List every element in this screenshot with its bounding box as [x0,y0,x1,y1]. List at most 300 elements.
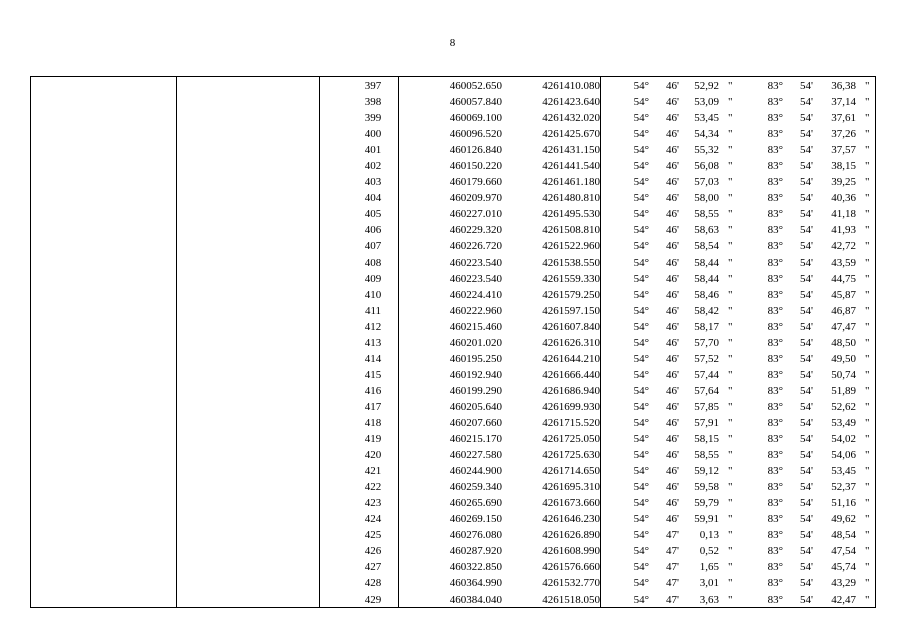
longitude-degrees: 83° [767,336,783,349]
latitude-seconds-mark: " [728,400,733,413]
longitude-minutes: 54' [800,304,813,317]
table-row [31,479,875,495]
latitude-minutes: 47' [666,545,679,558]
latitude-minutes: 46' [666,80,679,92]
y-coordinate: 4261576.660 [542,561,600,574]
x-coordinate: 460322.850 [449,561,502,574]
longitude-degrees: 83° [767,192,783,205]
longitude-seconds: 48,50 [831,336,856,349]
latitude-seconds: 56,08 [694,160,719,173]
latitude-degrees: 54° [633,433,649,446]
longitude-minutes: 54' [800,433,813,446]
longitude-seconds: 37,26 [831,128,856,141]
latitude-seconds-mark: " [728,593,733,606]
y-coordinate: 4261495.530 [542,208,600,221]
table-row [31,431,875,447]
latitude-minutes: 46' [666,112,679,125]
point-number: 425 [364,529,382,542]
y-coordinate: 4261532.770 [542,577,600,590]
table-row [31,383,875,399]
point-number: 429 [364,593,382,606]
x-coordinate: 460057.840 [449,96,502,109]
latitude-degrees: 54° [633,352,649,365]
longitude-seconds: 36,38 [831,80,856,92]
latitude-seconds-mark: " [728,208,733,221]
y-coordinate: 4261480.810 [542,192,600,205]
latitude-degrees: 54° [633,336,649,349]
y-coordinate: 4261432.020 [542,112,600,125]
longitude-seconds-mark: " [865,144,870,157]
table-row [31,94,875,110]
latitude-seconds: 57,91 [694,416,719,429]
latitude-degrees: 54° [633,128,649,141]
point-number: 408 [364,256,382,269]
longitude-seconds-mark: " [865,529,870,542]
latitude-seconds: 59,12 [694,465,719,478]
longitude-seconds-mark: " [865,272,870,285]
latitude-seconds: 55,32 [694,144,719,157]
latitude-seconds: 58,44 [694,272,719,285]
longitude-degrees: 83° [767,384,783,397]
latitude-seconds: 1,65 [699,561,719,574]
point-number: 426 [364,545,382,558]
longitude-degrees: 83° [767,513,783,526]
x-coordinate: 460227.010 [449,208,502,221]
table-body [31,78,875,608]
longitude-minutes: 54' [800,400,813,413]
longitude-minutes: 54' [800,320,813,333]
longitude-minutes: 54' [800,593,813,606]
longitude-seconds-mark: " [865,112,870,125]
longitude-minutes: 54' [800,529,813,542]
latitude-minutes: 46' [666,176,679,189]
longitude-seconds-mark: " [865,465,870,478]
longitude-seconds: 49,50 [831,352,856,365]
longitude-degrees: 83° [767,481,783,494]
latitude-minutes: 46' [666,497,679,510]
longitude-degrees: 83° [767,256,783,269]
table-row [31,287,875,303]
longitude-degrees: 83° [767,112,783,125]
latitude-seconds-mark: " [728,368,733,381]
longitude-minutes: 54' [800,481,813,494]
latitude-minutes: 47' [666,593,679,606]
point-number: 428 [364,577,382,590]
longitude-degrees: 83° [767,561,783,574]
longitude-minutes: 54' [800,497,813,510]
latitude-seconds-mark: " [728,192,733,205]
table-row [31,367,875,383]
latitude-degrees: 54° [633,384,649,397]
point-number: 412 [364,320,382,333]
longitude-seconds-mark: " [865,352,870,365]
point-number: 420 [364,449,382,462]
latitude-minutes: 46' [666,368,679,381]
y-coordinate: 4261699.930 [542,400,600,413]
y-coordinate: 4261673.660 [542,497,600,510]
latitude-seconds-mark: " [728,304,733,317]
longitude-degrees: 83° [767,128,783,141]
longitude-seconds: 54,06 [831,449,856,462]
point-number: 413 [364,336,382,349]
latitude-seconds: 53,45 [694,112,719,125]
latitude-seconds-mark: " [728,96,733,109]
y-coordinate: 4261431.150 [542,144,600,157]
longitude-seconds: 43,29 [831,577,856,590]
latitude-seconds: 0,13 [699,529,719,542]
longitude-seconds: 42,72 [831,240,856,253]
y-coordinate: 4261666.440 [542,368,600,381]
latitude-minutes: 46' [666,208,679,221]
longitude-seconds-mark: " [865,384,870,397]
longitude-minutes: 54' [800,80,813,92]
latitude-seconds-mark: " [728,352,733,365]
point-number: 403 [364,176,382,189]
longitude-seconds: 47,47 [831,320,856,333]
latitude-seconds: 0,52 [699,545,719,558]
longitude-seconds-mark: " [865,561,870,574]
latitude-seconds: 58,63 [694,224,719,237]
longitude-seconds-mark: " [865,497,870,510]
longitude-minutes: 54' [800,192,813,205]
point-number: 422 [364,481,382,494]
latitude-degrees: 54° [633,208,649,221]
latitude-seconds: 58,55 [694,208,719,221]
y-coordinate: 4261423.640 [542,96,600,109]
y-coordinate: 4261425.670 [542,128,600,141]
longitude-degrees: 83° [767,176,783,189]
x-coordinate: 460207.660 [449,416,502,429]
x-coordinate: 460269.150 [449,513,502,526]
latitude-degrees: 54° [633,112,649,125]
longitude-seconds: 52,62 [831,400,856,413]
latitude-seconds-mark: " [728,481,733,494]
latitude-seconds: 58,55 [694,449,719,462]
y-coordinate: 4261559.330 [542,272,600,285]
longitude-seconds-mark: " [865,336,870,349]
latitude-seconds-mark: " [728,256,733,269]
longitude-minutes: 54' [800,513,813,526]
longitude-seconds-mark: " [865,320,870,333]
table-row [31,78,875,94]
longitude-seconds: 40,36 [831,192,856,205]
point-number: 418 [364,416,382,429]
latitude-degrees: 54° [633,80,649,92]
x-coordinate: 460227.580 [449,449,502,462]
longitude-minutes: 54' [800,577,813,590]
x-coordinate: 460052.650 [449,80,502,92]
latitude-seconds: 58,00 [694,192,719,205]
latitude-seconds: 3,63 [699,593,719,606]
latitude-degrees: 54° [633,304,649,317]
point-number: 415 [364,368,382,381]
latitude-minutes: 46' [666,192,679,205]
table-row [31,511,875,527]
latitude-degrees: 54° [633,561,649,574]
latitude-degrees: 54° [633,400,649,413]
x-coordinate: 460126.840 [449,144,502,157]
longitude-degrees: 83° [767,577,783,590]
longitude-degrees: 83° [767,96,783,109]
y-coordinate: 4261579.250 [542,288,600,301]
y-coordinate: 4261597.150 [542,304,600,317]
longitude-seconds: 46,87 [831,304,856,317]
point-number: 398 [364,96,382,109]
table-row [31,110,875,126]
x-coordinate: 460287.920 [449,545,502,558]
latitude-seconds-mark: " [728,465,733,478]
latitude-degrees: 54° [633,497,649,510]
longitude-seconds-mark: " [865,416,870,429]
table-row [31,559,875,575]
longitude-seconds: 44,75 [831,272,856,285]
longitude-degrees: 83° [767,160,783,173]
longitude-minutes: 54' [800,96,813,109]
point-number: 405 [364,208,382,221]
latitude-seconds-mark: " [728,336,733,349]
table-row [31,126,875,142]
latitude-minutes: 46' [666,144,679,157]
latitude-minutes: 46' [666,400,679,413]
latitude-seconds-mark: " [728,176,733,189]
y-coordinate: 4261714.650 [542,465,600,478]
latitude-seconds-mark: " [728,112,733,125]
page-number: 8 [449,37,456,49]
longitude-minutes: 54' [800,240,813,253]
longitude-seconds-mark: " [865,545,870,558]
point-number: 397 [364,80,382,92]
longitude-minutes: 54' [800,176,813,189]
latitude-minutes: 46' [666,433,679,446]
longitude-seconds: 41,93 [831,224,856,237]
latitude-minutes: 46' [666,272,679,285]
longitude-minutes: 54' [800,128,813,141]
latitude-minutes: 46' [666,288,679,301]
table-row [31,592,875,608]
x-coordinate: 460259.340 [449,481,502,494]
latitude-seconds-mark: " [728,288,733,301]
longitude-seconds-mark: " [865,481,870,494]
latitude-minutes: 46' [666,96,679,109]
latitude-degrees: 54° [633,256,649,269]
x-coordinate: 460215.170 [449,433,502,446]
y-coordinate: 4261715.520 [542,416,600,429]
latitude-seconds: 58,17 [694,320,719,333]
longitude-seconds-mark: " [865,433,870,446]
longitude-minutes: 54' [800,465,813,478]
table-row [31,142,875,158]
longitude-seconds-mark: " [865,449,870,462]
longitude-minutes: 54' [800,288,813,301]
latitude-minutes: 46' [666,256,679,269]
x-coordinate: 460384.040 [449,593,502,606]
point-number: 401 [364,144,382,157]
latitude-seconds-mark: " [728,561,733,574]
longitude-seconds-mark: " [865,192,870,205]
longitude-degrees: 83° [767,545,783,558]
latitude-seconds-mark: " [728,449,733,462]
longitude-degrees: 83° [767,80,783,92]
longitude-minutes: 54' [800,416,813,429]
longitude-minutes: 54' [800,208,813,221]
longitude-degrees: 83° [767,449,783,462]
point-number: 400 [364,128,382,141]
x-coordinate: 460226.720 [449,240,502,253]
latitude-minutes: 47' [666,561,679,574]
latitude-degrees: 54° [633,192,649,205]
latitude-degrees: 54° [633,545,649,558]
latitude-seconds: 58,44 [694,256,719,269]
latitude-degrees: 54° [633,449,649,462]
longitude-seconds: 53,45 [831,465,856,478]
table-row [31,319,875,335]
y-coordinate: 4261646.230 [542,513,600,526]
longitude-minutes: 54' [800,352,813,365]
x-coordinate: 460209.970 [449,192,502,205]
longitude-seconds: 43,59 [831,256,856,269]
longitude-seconds: 45,87 [831,288,856,301]
latitude-degrees: 54° [633,96,649,109]
longitude-seconds: 51,89 [831,384,856,397]
y-coordinate: 4261441.540 [542,160,600,173]
table-row [31,255,875,271]
table-row [31,271,875,287]
longitude-seconds-mark: " [865,176,870,189]
longitude-degrees: 83° [767,224,783,237]
latitude-seconds-mark: " [728,529,733,542]
table-row [31,575,875,591]
latitude-degrees: 54° [633,176,649,189]
y-coordinate: 4261725.050 [542,433,600,446]
table-row [31,463,875,479]
latitude-seconds: 57,64 [694,384,719,397]
longitude-minutes: 54' [800,160,813,173]
latitude-seconds-mark: " [728,144,733,157]
point-number: 411 [364,304,382,317]
y-coordinate: 4261508.810 [542,224,600,237]
longitude-seconds: 39,25 [831,176,856,189]
point-number: 409 [364,272,382,285]
latitude-seconds-mark: " [728,128,733,141]
longitude-seconds: 45,74 [831,561,856,574]
y-coordinate: 4261522.960 [542,240,600,253]
x-coordinate: 460223.540 [449,256,502,269]
longitude-minutes: 54' [800,368,813,381]
latitude-seconds-mark: " [728,240,733,253]
point-number: 402 [364,160,382,173]
longitude-seconds-mark: " [865,288,870,301]
longitude-minutes: 54' [800,112,813,125]
longitude-minutes: 54' [800,272,813,285]
longitude-degrees: 83° [767,465,783,478]
latitude-seconds: 57,85 [694,400,719,413]
latitude-minutes: 46' [666,320,679,333]
x-coordinate: 460069.100 [449,112,502,125]
latitude-seconds: 59,58 [694,481,719,494]
x-coordinate: 460276.080 [449,529,502,542]
latitude-seconds-mark: " [728,272,733,285]
x-coordinate: 460150.220 [449,160,502,173]
longitude-seconds: 48,54 [831,529,856,542]
longitude-minutes: 54' [800,224,813,237]
point-number: 421 [364,465,382,478]
table-row [31,158,875,174]
longitude-minutes: 54' [800,449,813,462]
latitude-seconds-mark: " [728,416,733,429]
latitude-seconds: 3,01 [699,577,719,590]
longitude-degrees: 83° [767,208,783,221]
point-number: 399 [364,112,382,125]
longitude-degrees: 83° [767,240,783,253]
longitude-degrees: 83° [767,416,783,429]
longitude-seconds: 52,37 [831,481,856,494]
table-row [31,190,875,206]
latitude-seconds-mark: " [728,224,733,237]
x-coordinate: 460244.900 [449,465,502,478]
x-coordinate: 460179.660 [449,176,502,189]
latitude-seconds-mark: " [728,545,733,558]
latitude-degrees: 54° [633,577,649,590]
longitude-seconds-mark: " [865,208,870,221]
y-coordinate: 4261518.050 [542,593,600,606]
latitude-seconds: 58,15 [694,433,719,446]
x-coordinate: 460205.640 [449,400,502,413]
latitude-seconds: 57,52 [694,352,719,365]
latitude-degrees: 54° [633,513,649,526]
y-coordinate: 4261538.550 [542,256,600,269]
latitude-seconds: 58,54 [694,240,719,253]
latitude-minutes: 46' [666,304,679,317]
point-number: 419 [364,433,382,446]
longitude-seconds: 38,15 [831,160,856,173]
latitude-degrees: 54° [633,240,649,253]
longitude-seconds-mark: " [865,80,870,92]
y-coordinate: 4261686.940 [542,384,600,397]
longitude-minutes: 54' [800,545,813,558]
x-coordinate: 460364.990 [449,577,502,590]
longitude-degrees: 83° [767,593,783,606]
latitude-seconds: 54,34 [694,128,719,141]
x-coordinate: 460223.540 [449,272,502,285]
y-coordinate: 4261607.840 [542,320,600,333]
table-row [31,543,875,559]
longitude-seconds: 47,54 [831,545,856,558]
table-row [31,399,875,415]
latitude-degrees: 54° [633,224,649,237]
table-row [31,415,875,431]
latitude-degrees: 54° [633,529,649,542]
table-row [31,206,875,222]
latitude-degrees: 54° [633,160,649,173]
longitude-seconds: 37,61 [831,112,856,125]
x-coordinate: 460229.320 [449,224,502,237]
latitude-seconds: 57,70 [694,336,719,349]
point-number: 406 [364,224,382,237]
latitude-minutes: 46' [666,513,679,526]
longitude-degrees: 83° [767,352,783,365]
latitude-degrees: 54° [633,593,649,606]
latitude-seconds-mark: " [728,384,733,397]
latitude-minutes: 46' [666,240,679,253]
longitude-seconds: 50,74 [831,368,856,381]
longitude-seconds-mark: " [865,96,870,109]
y-coordinate: 4261626.310 [542,336,600,349]
latitude-degrees: 54° [633,481,649,494]
table-row [31,335,875,351]
latitude-seconds-mark: " [728,320,733,333]
longitude-degrees: 83° [767,144,783,157]
longitude-seconds: 54,02 [831,433,856,446]
